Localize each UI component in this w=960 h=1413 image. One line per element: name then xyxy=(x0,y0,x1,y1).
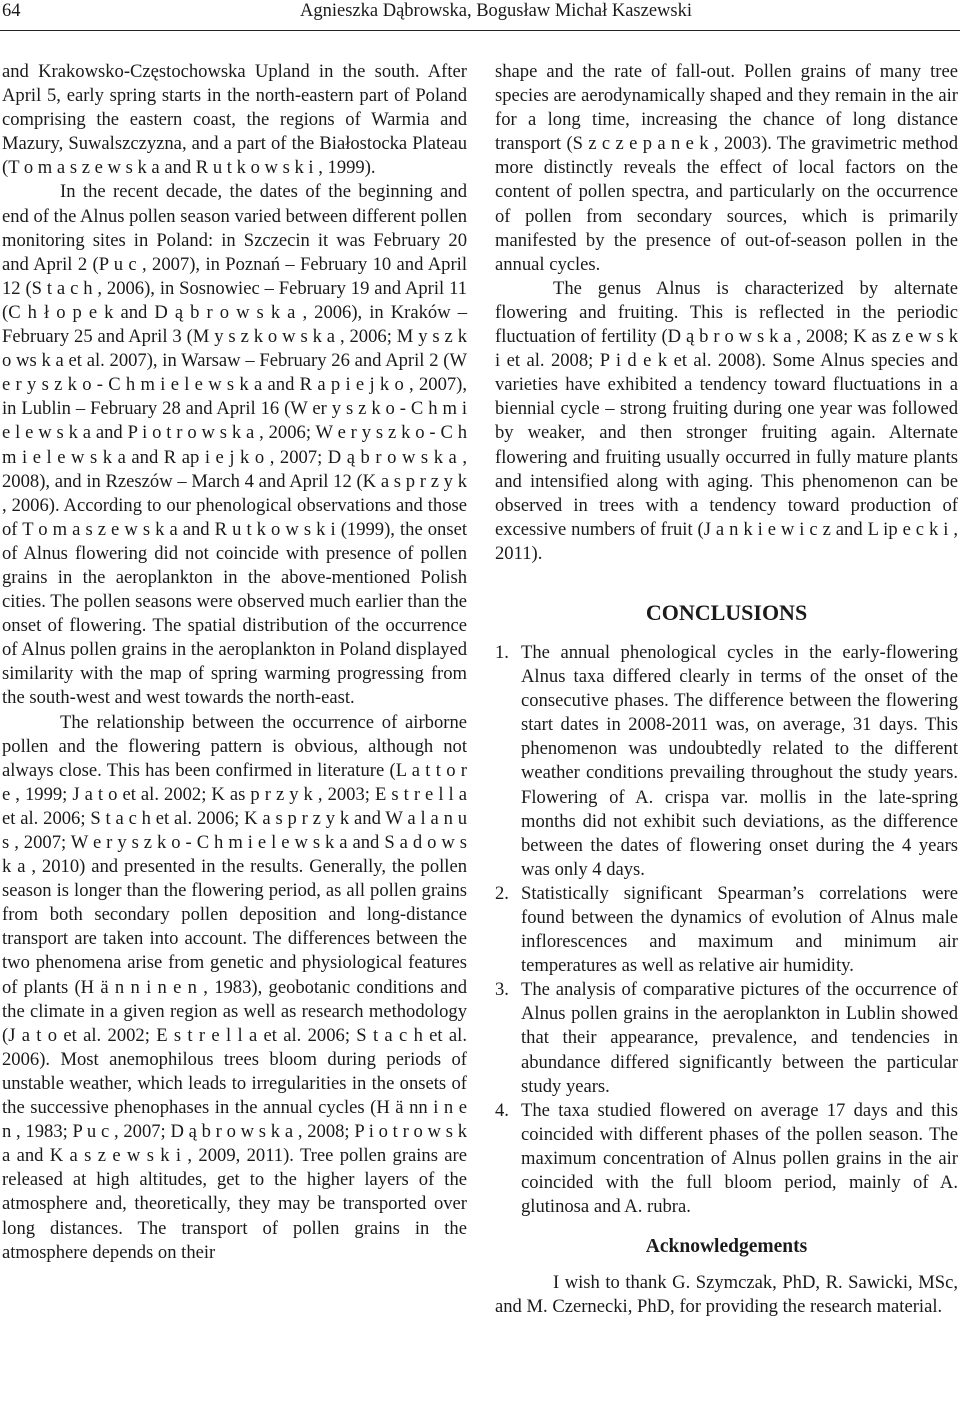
page-header xyxy=(0,0,960,34)
acknowledgements-heading: Acknowledgements xyxy=(645,1236,808,1258)
paragraph: The relationship between the occurrence of airborne pollen and the flowering pattern is obvious, although not always close. This has been confirmed in literature (L a t t o r e , 1999; J a t o et al. 2002; K as p r z y k , 2003; E s t r e l l a et al. 2006; S t a c h et al. 2006; K a s p r z y k and W a l a n u s , 2007; W e r y s z k o - C h m i e l e w s k a and S a d o w s k a , 2010) and presented in the results. Generally, the pollen season is longer than the flowering period, as all pollen grains from both secondary pollen deposition and long-distance transport are taken into account. The differences between the two phenomena arise from genetic and physiological features of plants (H ä n n i n e n , 1983), geobotanic conditions and the climate in a given region as well as research methodology (J a t o et al. 2002; E s t r e l l a et al. 2006; S t a c h et al. 2006). Most anemophilous trees bloom during periods of unstable weather, which leads to irregularities in the onsets of the successive phenophases in the annual cycles (H ä nn i n e n , 1983; P u c , 2007; D ą b r o w s k a , 2008; P i o t r o w s k a and K a s z e w s k i , 2009, 2011). Tree pollen grains are released at high altitudes, get to the higher layers of the atmosphere and, theoretically, they may be transported over long distances. The transport of pollen grains in the atmosphere depends on their xyxy=(2,711,467,1263)
conclusion-item xyxy=(495,978,958,1098)
paragraph: The genus Alnus is characterized by alternate flowering and fruiting. This is reflected in the periodic fluctuation of fertility (D ą b r o w s k a , 2008; K as z e w s k i et al. 2008; P i d e k et al. 2008). Some Alnus species and varieties have exhibited a tendency toward fluctuations in a biennial cycle – strong fruiting during one year was followed by weaker, and then stronger fruiting again. Alternate flowering and fruiting usually occurred in fully mature plants and intensified along with aging. This phenomenon can be observed in trees with a tendency toward production of excessive numbers of fruit (J a n k i e w i c z and L ip e c k i , 2011). xyxy=(495,277,958,564)
header-rule xyxy=(0,30,960,31)
paragraph: In the recent decade, the dates of the beginning and end of the Alnus pollen season varied between different pollen monitoring sites in Poland: in Szczecin it was February 20 and April 2 (P u c , 2007), in Poznań – February 10 and April 12 (S t a c h , 2006), in Sosnowiec – February 19 and April 11 (C h ł o p e k and D ą b r o w s k a , 2006), in Kraków – February 25 and April 3 (M y s z k o w s k a , 2006; M y s z k o ws k a et al. 2007), in Warsaw – February 26 and April 2 (W e r y s z k o - C h m i e l e w s k a and R a p i e j k o , 2007), in Lublin – February 28 and April 16 (W er y s z k o - C h m i e l e w s k a and P i o t r o w s k a , 2006; W e r y s z k o - C h m i e l e w s k a and R ap i e j k o , 2007; D ą b r o w s k a , 2008), and in Rzeszów – March 4 and April 12 (K a s p r z y k , 2006). According to our phenological observations and those of T o m a s z e w s k a and R u t k o w s k i (1999), the onset of Alnus flowering did not coincide with presence of pollen grains in the aeroplankton in the above-mentioned Polish cities. The pollen seasons were observed much earlier than the onset of flowering. The spatial distribution of the occurrence of Alnus pollen grains in the aeroplankton in Poland displayed similarity with the map of spring warming progressing from the south-west and west towards the north-east. xyxy=(2,181,467,709)
page-number: 64 xyxy=(2,1,21,21)
acknowledgements-text: I wish to thank G. Szymczak, PhD, R. Sawicki, MSc, and M. Czernecki, PhD, for providing the research material. xyxy=(495,1272,958,1318)
running-head-authors: Agnieszka Dąbrowska, Bogusław Michał Kaszewski xyxy=(300,1,693,21)
item-text: Statistically significant Spearman’s correlations were found between the dynamics of evolution of Alnus male inflorescences and maximum and minimum air temperatures as well as relative air humidity. xyxy=(521,882,958,977)
left-column xyxy=(2,60,467,1265)
item-number: 1. xyxy=(495,641,509,663)
item-number: 2. xyxy=(495,882,509,904)
item-number: 3. xyxy=(495,979,509,1001)
paragraph: and Krakowsko-Częstochowska Upland in the south. After April 5, early spring starts in the north-eastern part of Poland comprising the eastern coast, the regions of Warmia and Mazury, Suwalszczyzna, and a part of the Białostocka Plateau (T o m a s z e w s k a and R u t k o w s k i , 1999). xyxy=(2,61,467,179)
paragraph: shape and the rate of fall-out. Pollen grains of many tree species are aerodynamically shaped and they remain in the air for a long time, increasing the chance of long distance transport (S z c z e p a n e k , 2003). The gravimetric method more distinctly reveals the effect of local factors on the content of pollen spectra, and particularly on the occurrence of pollen from secondary sources, which is primarily manifested by the presence of out-of-season pollen in the annual cycles. xyxy=(495,61,958,275)
conclusion-item xyxy=(495,1099,958,1219)
conclusions-list xyxy=(495,641,958,1219)
item-number: 4. xyxy=(495,1099,509,1121)
item-text: The analysis of comparative pictures of the occurrence of Alnus pollen grains in the aeroplankton in Lublin showed that their appearance, prevalence, and tendencies in abundance differed significantly between the particular study years. xyxy=(521,979,958,1097)
conclusion-item xyxy=(495,882,958,978)
item-text: The annual phenological cycles in the early-flowering Alnus taxa differed clearly in terms of the onset of the consecutive phases. The difference between the flowering start dates in 2008-2011 was, on average, 31 days. This phenomenon was undoubtedly related to the different weather conditions prevailing throughout the study years. Flowering of A. crispa var. mollis in the late-spring months did not exhibit such deviations, as the difference between the dates of flowering onset during the 4 years was only 4 days. xyxy=(521,641,958,880)
conclusions-heading: CONCLUSIONS xyxy=(645,599,808,625)
right-column xyxy=(495,60,958,1319)
item-text: The taxa studied flowered on average 17 days and this coincided with different phases of the pollen season. The maximum concentration of Alnus pollen grains in the air coincided with the full bloom period, mainly of A. glutinosa and A. rubra. xyxy=(521,1099,958,1218)
conclusion-item xyxy=(495,641,958,882)
